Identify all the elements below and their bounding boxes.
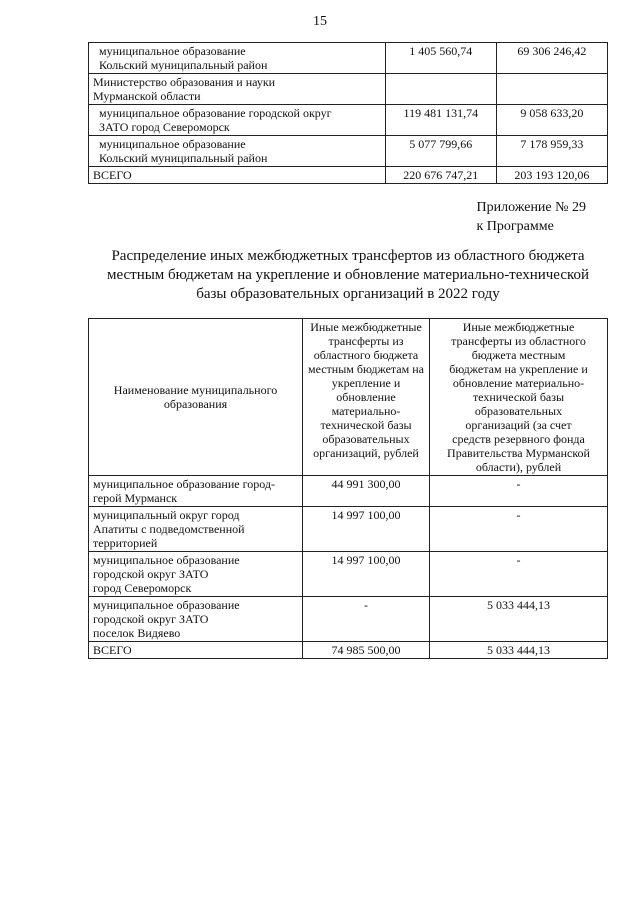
table-header <box>89 319 608 476</box>
row-name: ВСЕГО <box>89 167 386 184</box>
value-cell: 9 058 633,20 <box>496 105 607 136</box>
table-row <box>89 136 608 167</box>
table-row <box>89 507 608 552</box>
header-name-column: Наименование муниципального образования <box>89 319 303 476</box>
value-cell: 1 405 560,74 <box>385 43 496 74</box>
value-cell <box>496 74 607 105</box>
row-name: муниципальное образование городской округ ЗАТО город Североморск <box>89 105 386 136</box>
value-cell: - <box>430 552 608 597</box>
value-cell <box>385 74 496 105</box>
value-cell: 5 033 444,13 <box>430 597 608 642</box>
value-cell: 203 193 120,06 <box>496 167 607 184</box>
row-name: муниципальное образование Кольский муниципальный район <box>89 43 386 74</box>
table-row <box>89 476 608 507</box>
value-cell: 220 676 747,21 <box>385 167 496 184</box>
value-cell: - <box>303 597 430 642</box>
value-cell: - <box>430 476 608 507</box>
value-cell: 7 178 959,33 <box>496 136 607 167</box>
value-cell: 119 481 131,74 <box>385 105 496 136</box>
table-row <box>89 74 608 105</box>
page-number: 15 <box>313 14 327 29</box>
row-name: муниципальное образование Кольский муниципальный район <box>89 136 386 167</box>
row-name: Министерство образования и науки Мурманской области <box>89 74 386 105</box>
transfers-table <box>88 318 608 659</box>
value-cell: 69 306 246,42 <box>496 43 607 74</box>
row-name: муниципальное образование город- герой Мурманск <box>89 476 303 507</box>
row-name: муниципальное образование городской округ ЗАТО город Североморск <box>89 552 303 597</box>
table-row <box>89 43 608 74</box>
row-name: ВСЕГО <box>89 642 303 659</box>
value-cell: 14 997 100,00 <box>303 507 430 552</box>
value-cell: 74 985 500,00 <box>303 642 430 659</box>
table-row-total <box>89 167 608 184</box>
table-row-total <box>89 642 608 659</box>
table-row <box>89 552 608 597</box>
document-heading: Распределение иных межбюджетных трансфертов из областного бюджета местным бюджетам на укрепление и обновление материально-технической базы образовательных организаций в 2022 году <box>106 248 590 302</box>
value-cell: 5 077 799,66 <box>385 136 496 167</box>
row-name: муниципальное образование городской округ ЗАТО поселок Видяево <box>89 597 303 642</box>
appendix-label: Приложение № 29 к Программе <box>476 200 586 234</box>
table-row <box>89 105 608 136</box>
header-reserve-fund-column: Иные межбюджетные трансферты из областного бюджета местным бюджетам на укрепление и обновление материально- технической базы образовательных организаций (за счет средств резервного фонда Правительства Мурманской области), рублей <box>430 319 608 476</box>
budget-table-continued <box>88 42 608 184</box>
header-transfers-column: Иные межбюджетные трансферты из областного бюджета местным бюджетам на укрепление и обновление материально- технической базы образовательных организаций, рублей <box>303 319 430 476</box>
table-row <box>89 597 608 642</box>
value-cell: 5 033 444,13 <box>430 642 608 659</box>
value-cell: 14 997 100,00 <box>303 552 430 597</box>
value-cell: 44 991 300,00 <box>303 476 430 507</box>
row-name: муниципальный округ город Апатиты с подведомственной территорией <box>89 507 303 552</box>
value-cell: - <box>430 507 608 552</box>
